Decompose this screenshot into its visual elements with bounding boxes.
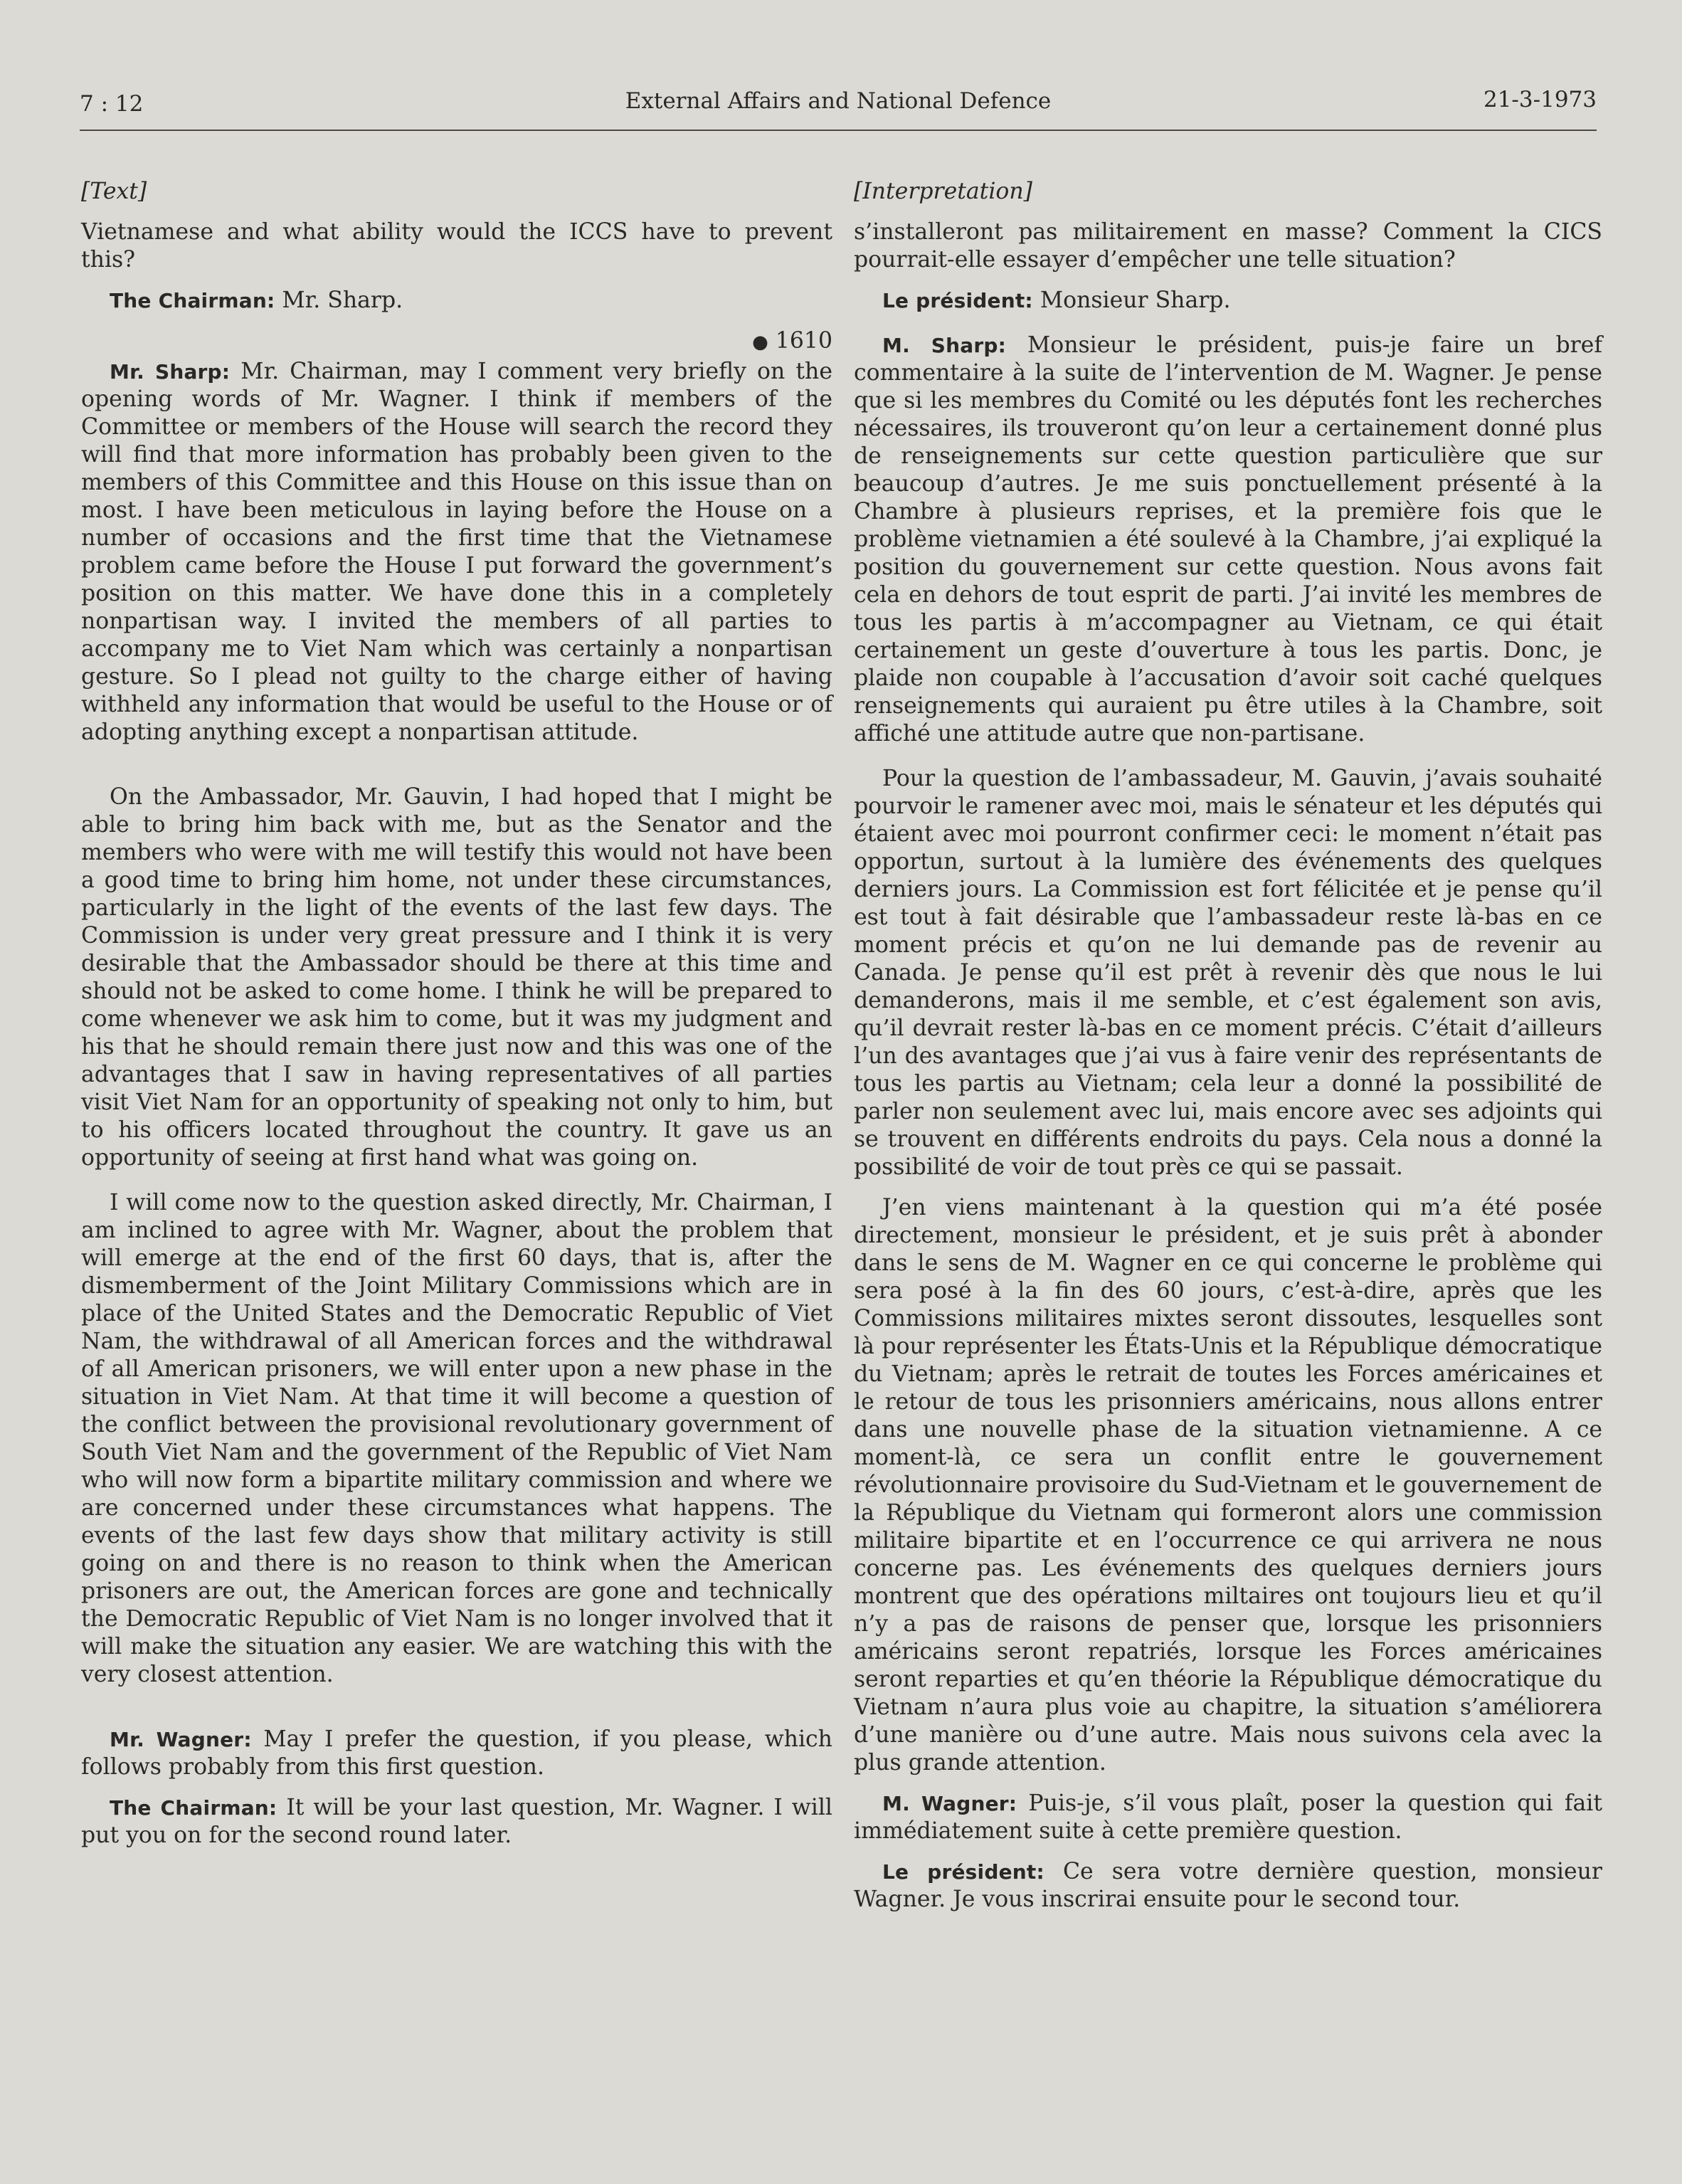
wagner-remark: [81, 1726, 832, 1781]
section-label-interpretation: [Interpretation]: [854, 179, 1032, 204]
journal-title: External Affairs and National Defence: [625, 88, 1052, 114]
wagner-remark: [854, 1790, 1602, 1845]
remark-text: Monsieur le président, puis-je faire un bref commentaire à la suite de l’intervention de M. Wagner. Je pense que si les membres du Comité ou les députés font les recherches nécessaires, ils trouveront qu’on leur a certainement donné plus de renseignements sur cette question particulière que sur beaucoup d’autres. Je me suis ponctuellement présenté à la Chambre à plusieurs reprises, et la première fois que le problème vietnamien a été soulevé à la Chambre, j’ai expliqué la position du gouvernement sur cette question. Nous avons fait cela en dehors de tout esprit de parti. J’ai invité les membres de tous les partis à m’accompagner au Vietnam, ce qui était certainement un geste d’ouverture à tous les partis. Donc, je plaide non coupable à l’accusation d’avoir soit caché quelques renseignements qui auraient pu être utiles à la Chambre, soit affiché une attitude autre que non-partisane.: [854, 332, 1602, 747]
running-header: [80, 84, 1597, 131]
paragraph: Pour la question de l’ambassadeur, M. Gauvin, j’avais souhaité pourvoir le ramener avec moi, mais le sénateur et les députés qui étaient avec moi pourront confirmer ceci: le moment n’était pas opportun, surtout à la lumière des événements des quelques derniers jours. La Commission est fort félicitée et je pense qu’il est tout à fait désirable que l’ambassadeur reste là-bas en ce moment précis et qu’on ne lui demande pas de revenir au Canada. Je pense qu’il est prêt à revenir dès que nous le lui demanderons, mais il me semble, et c’est également son avis, qu’il devrait rester là-bas en ce moment précis. C’était d’ailleurs l’un des avantages que j’ai vus à faire venir des représentants de tous les partis au Vietnam; cela leur a donné la possibilité de parler non seulement avec lui, mais encore avec ses adjoints qui se trouvent en différents endroits du pays. Cela nous a donné la possibilité de voir de tout près ce qui se passait.: [854, 766, 1602, 1180]
sharp-remark: [81, 358, 832, 747]
continued-question: Vietnamese and what ability would the ICCS have to prevent this?: [81, 219, 832, 273]
speaker-name: M. Wagner:: [882, 1792, 1017, 1815]
remark-text: Puis-je, s’il vous plaît, poser la question qui fait immédiatement suite à cette première question.: [854, 1790, 1602, 1844]
remark-text: It will be your last question, Mr. Wagner. I will put you on for the second round later.: [81, 1795, 832, 1848]
speaker-name: Mr. Sharp:: [110, 360, 231, 384]
section-label-text: [Text]: [81, 179, 147, 204]
bullet-icon: ●: [752, 332, 768, 353]
president-remark: [854, 1858, 1602, 1914]
french-column: [854, 178, 1602, 1926]
chairman-remark: [81, 1794, 832, 1850]
remark-text: May I prefer the question, if you please, which follows probably from this first question.: [81, 1726, 832, 1780]
speaker-name: The Chairman:: [110, 289, 275, 312]
remark-text: Ce sera votre dernière question, monsieur Wagner. Je vous inscrirai ensuite pour le second tour.: [854, 1859, 1602, 1912]
president-remark: [854, 287, 1602, 315]
speaker-name: Mr. Wagner:: [110, 1728, 252, 1751]
speaker-name: M. Sharp:: [882, 334, 1007, 357]
time-marker: [81, 327, 832, 357]
speaker-name: Le président:: [882, 289, 1033, 312]
remark-text: Mr. Sharp.: [275, 287, 403, 313]
page-number: 7 : 12: [80, 91, 144, 117]
chairman-remark: [81, 287, 832, 315]
continued-question: s’installeront pas militairement en masse? Comment la CICS pourrait-elle essayer d’empêcher une telle situation?: [854, 219, 1602, 273]
sharp-remark: [854, 332, 1602, 748]
english-column: [81, 178, 832, 1862]
speaker-name: The Chairman:: [110, 1796, 277, 1820]
time-marker-text: 1610: [775, 328, 832, 354]
remark-text: Monsieur Sharp.: [1032, 287, 1231, 313]
remark-text: Mr. Chairman, may I comment very briefly on the opening words of Mr. Wagner. I think if members of the Committee or members of the House will search the record they will find that more information has probably been given to the members of this Committee and this House on this issue than on most. I have been meticulous in laying before the House on a number of occasions and the first time that the Vietnamese problem came before the House I put forward the government’s position on this matter. We have done this in a completely nonpartisan way. I invited the members of all parties to accompany me to Viet Nam which was certainly a nonpartisan gesture. So I plead not guilty to the charge either of having withheld any information that would be useful to the House or of adopting anything except a nonpartisan attitude.: [81, 359, 832, 745]
speaker-name: Le président:: [882, 1860, 1044, 1884]
paragraph: J’en viens maintenant à la question qui m’a été posée directement, monsieur le président, et je suis prêt à abonder dans le sens de M. Wagner en ce qui concerne le problème qui sera posé à la fin des 60 jours, c’est-à-dire, après que les Commissions militaires mixtes seront dissoutes, lesquelles sont là pour représenter les États-Unis et la République démocratique du Vietnam; après le retrait de toutes les Forces américaines et le retour de tous les prisonniers américains, nous allons entrer dans une nouvelle phase de la situation vietnamienne. A ce moment-là, ce sera un conflit entre le gouvernement révolutionnaire provisoire du Sud-Vietnam et le gouvernement de la République du Vietnam qui formeront alors une commission militaire bipartite et en l’occurrence ce qui arrivera ne nous concerne pas. Les événements des quelques derniers jours montrent que des opérations miltaires ont toujours lieu et qu’il n’y a pas de raisons de penser que, lorsque les prisonniers américains seront repatriés, lorsque les Forces américaines seront reparties et qu’en théorie la République démocratique du Vietnam n’aura plus voie au chapitre, la situation s’améliorera d’une manière ou d’une autre. Mais nous suivons cela avec la plus grande attention.: [854, 1195, 1602, 1776]
header-date: 21-3-1973: [1483, 87, 1597, 112]
paragraph: I will come now to the question asked directly, Mr. Chairman, I am inclined to agree with Mr. Wagner, about the problem that will emerge at the end of the first 60 days, that is, after the dismemberment of the Joint Military Commissions which are in place of the United States and the Democratic Republic of Viet Nam, the withdrawal of all American forces and the withdrawal of all American prisoners, we will enter upon a new phase in the situation in Viet Nam. At that time it will become a question of the conflict between the provisional revolutionary government of South Viet Nam and the government of the Republic of Viet Nam who will now form a bipartite military commission and where we are concerned under these circumstances what happens. The events of the last few days show that military activity is still going on and there is no reason to think when the American prisoners are out, the American forces are gone and technically the Democratic Republic of Viet Nam is no longer involved that it will make the situation any easier. We are watching this with the very closest attention.: [81, 1190, 832, 1687]
paragraph: On the Ambassador, Mr. Gauvin, I had hoped that I might be able to bring him back with me, but as the Senator and the members who were with me will testify this would not have been a good time to bring him home, not under these circumstances, particularly in the light of the events of the last few days. The Commission is under very great pressure and I think it is very desirable that the Ambassador should be there at this time and should not be asked to come home. I think he will be prepared to come whenever we ask him to come, but it was my judgment and his that he should remain there just now and this was one of the advantages that I saw in having representatives of all parties visit Viet Nam for an opportunity of speaking not only to him, but to his officers located throughout the country. It gave us an opportunity of seeing at first hand what was going on.: [81, 784, 832, 1171]
